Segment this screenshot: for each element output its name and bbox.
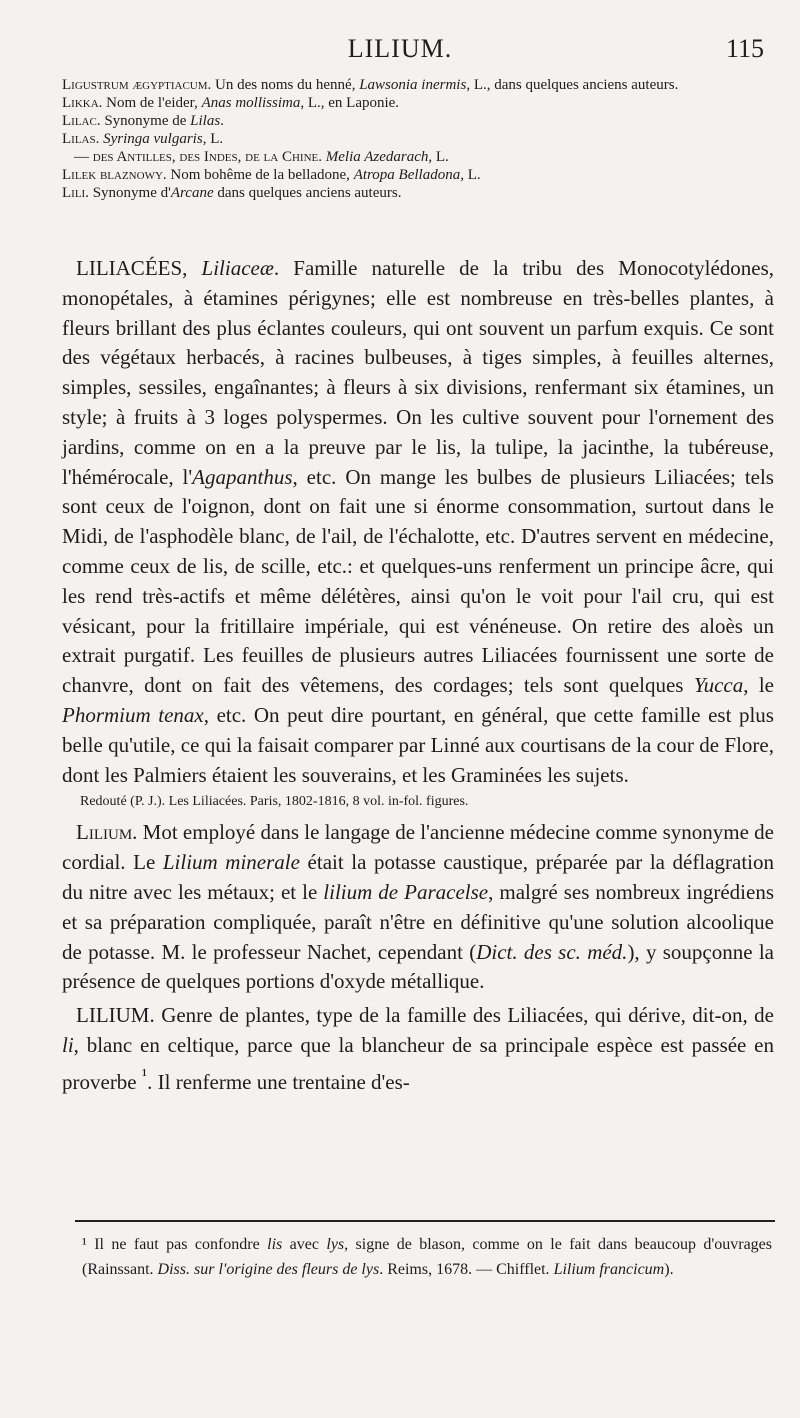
entry-lilek: Lilek blaznowy. Nom bohême de la belladone, Atropa Belladona, L.: [62, 167, 481, 183]
entry-likka: Likka. Nom de l'eider, Anas mollissima, L., en Laponie.: [62, 95, 400, 111]
entry-term: Lilac.: [62, 113, 101, 129]
entry-lilas-antilles: — des Antilles, des Indes, de la Chine. Melia Azedarach, L.: [74, 149, 449, 165]
entry-lilac: Lilac. Synonyme de Lilas.: [62, 113, 224, 129]
running-title: LILIUM.: [347, 34, 453, 63]
entry-term: Ligustrum ægyptiacum.: [62, 77, 212, 93]
entry-lilium-medecine: Lilium. Mot employé dans le langage de l'ancienne médecine comme synonyme de cordial. Le Lilium minerale était la potasse caustique, préparée par la déflagration du nitre avec les métaux; et le lilium de Paracelse, malgré ses nombreux ingrédiens et sa préparation compliquée, paraît n'être en définitive qu'une solution alcoolique de potasse. M. le professeur Nachet, cependant (Dict. des sc. méd.), y soupçonne la présence de quelques portions d'oxyde métallique.: [62, 820, 775, 994]
entry-lili: Lili. Synonyme d'Arcane dans quelques anciens auteurs.: [62, 185, 402, 201]
footnote-1: ¹ Il ne faut pas confondre lis avec lys, signe de blason, comme on le fait dans beaucoup d'ouvrages (Rainssant. Diss. sur l'origine des fleurs de lys. Reims, 1678. — Chifflet. Lilium francicum).: [82, 1236, 773, 1278]
entry-term: des Antilles, des Indes, de la Chine.: [92, 149, 322, 165]
entry-term: Lilium.: [76, 820, 138, 845]
footnote-marker: ¹: [141, 1064, 148, 1085]
entry-term: LILIUM: [76, 1003, 150, 1028]
entry-term: Lili.: [62, 185, 89, 201]
main-entries: [62, 254, 774, 1098]
page-header: [0, 34, 800, 74]
footnotes: [82, 1232, 772, 1282]
entry-ligustrum: Ligustrum ægyptiacum. Un des noms du henné, Lawsonia inermis, L., dans quelques anciens auteurs.: [62, 77, 679, 93]
footnote-rule: [75, 1220, 775, 1222]
entry-term: Likka.: [62, 95, 103, 111]
page-number: 115: [725, 34, 764, 63]
entry-term: Lilek blaznowy.: [62, 167, 167, 183]
entry-term: Lilas.: [62, 131, 100, 147]
entry-term: LILIACÉES: [76, 256, 183, 280]
entry-lilium-genre: LILIUM. Genre de plantes, type de la famille des Liliacées, qui dérive, dit-on, de li, blanc en celtique, parce que la blancheur de sa principale espèce est passée en proverbe $^{^1}$. Il renferme une trentaine d'es-: [62, 1003, 774, 1094]
short-entries: [62, 76, 770, 202]
bibliographic-reference: Redouté (P. J.). Les Liliacées. Paris, 1802-1816, 8 vol. in-fol. figures.: [80, 794, 469, 810]
entry-lilas: Lilas. Syringa vulgaris, L.: [62, 131, 224, 147]
entry-liliacees: LILIACÉES, Liliaceæ. Famille naturelle de la tribu des Monocotylédones, monopétales, à étamines périgynes; elle est nombreuse en très-belles plantes, à fleurs brillant des plus éclantes couleurs, qui ont souvent un parfum exquis. Ce sont des végétaux herbacés, à racines bulbeuses, à tiges simples, à feuilles alternes, simples, sessiles, engaînantes; à fleurs à six divisions, renfermant six étamines, un style; à fruits à 3 loges polyspermes. On les cultive souvent pour l'ornement des jardins, comme on en a la preuve par le lis, la tulipe, la jacinthe, la tubéreuse, l'hémérocale, l'Agapanthus, etc. On mange les bulbes de plusieurs Liliacées; tels sont ceux de l'oignon, dont on fait une si énorme consommation, surtout dans le Midi, de l'asphodèle blanc, de l'ail, de l'échalotte, etc. D'autres servent en médecine, comme ceux de lis, de scille, etc.: et quelques-uns renferment un principe âcre, qui les rend très-actifs et même délétères, ainsi qu'on le voit pour l'ail cru, qui est vésicant, pour la fritillaire impériale, qui est vénéneuse. On retire des aloès un extrait purgatif. Les feuilles de plusieurs autres Liliacées fournissent une sorte de chanvre, dont on fait des vêtemens, des cordages; tels sont quelques Yucca, le Phormium tenax, etc. On peut dire pourtant, en général, que cette famille est plus belle qu'utile, ce qui la faisait comparer par Linné aux courtisans de la cour de Flore, dont les Palmiers étaient les souverains, et les Graminées les sujets.: [62, 256, 775, 787]
